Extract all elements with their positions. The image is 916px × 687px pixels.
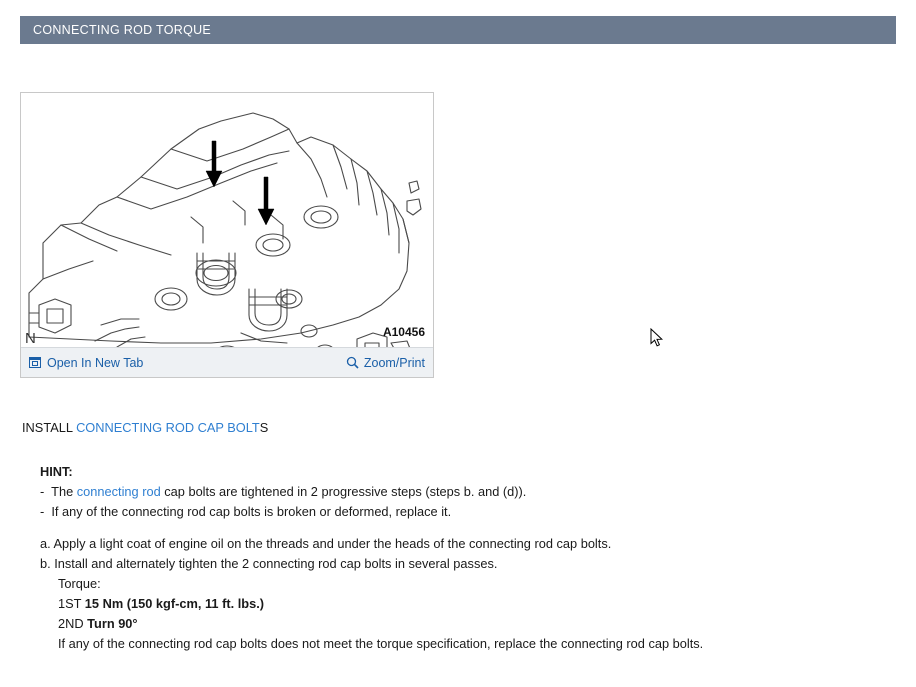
figure-image [21, 93, 433, 347]
open-in-new-tab-button[interactable] [29, 356, 143, 370]
open-in-new-tab-label: Open In New Tab [47, 355, 144, 370]
torque-label: Torque: [58, 576, 101, 591]
torque-2nd-prefix: 2ND [58, 616, 88, 631]
connecting-rod-cap-bolts-link[interactable]: CONNECTING ROD CAP BOLT [76, 420, 260, 435]
closing-note: If any of the connecting rod cap bolts does not meet the torque specification, replace the connecting rod cap bolts. [58, 636, 704, 651]
install-heading [22, 418, 882, 438]
torque-1st-value: 15 Nm (150 kgf-cm, 11 ft. lbs.) [84, 596, 265, 611]
torque-2nd-value: Turn 90° [87, 616, 138, 631]
engine-block-diagram [21, 93, 433, 347]
torque-1st [22, 594, 882, 614]
page-title: CONNECTING ROD TORQUE [33, 23, 212, 37]
hint-label: HINT: [40, 464, 73, 479]
hint-line-2: - If any of the connecting rod cap bolts is broken or deformed, replace it. [40, 504, 452, 519]
hint-line-1 [22, 482, 882, 502]
zoom-print-button[interactable] [346, 356, 425, 370]
spacer [22, 438, 882, 450]
hint-line-1-b: cap bolts are tightened in 2 progressive steps (steps b. and (d)). [160, 484, 527, 499]
torque-2nd [22, 614, 882, 634]
magnifier-icon [346, 356, 359, 369]
page-header-bar [20, 16, 896, 44]
install-suffix: S [259, 420, 269, 435]
torque-1st-prefix: 1ST [58, 596, 85, 611]
zoom-print-label: Zoom/Print [363, 355, 425, 370]
figure-code: A10456 [382, 325, 425, 339]
install-prefix: INSTALL [22, 420, 77, 435]
hint-line-1-a: - The [40, 484, 77, 499]
figure-alt-label: N [25, 330, 36, 347]
open-in-new-tab-icon [29, 356, 42, 369]
step-b: b. Install and alternately tighten the 2 connecting rod cap bolts in several passes. [40, 556, 498, 571]
figure-footer [21, 347, 433, 377]
mouse-cursor [650, 328, 664, 348]
spacer [22, 522, 882, 534]
connecting-rod-link[interactable]: connecting rod [76, 484, 161, 499]
step-a: a. Apply a light coat of engine oil on the threads and under the heads of the connecting rod cap bolts. [40, 536, 612, 551]
procedure-body [22, 418, 882, 654]
figure-panel [20, 92, 434, 378]
